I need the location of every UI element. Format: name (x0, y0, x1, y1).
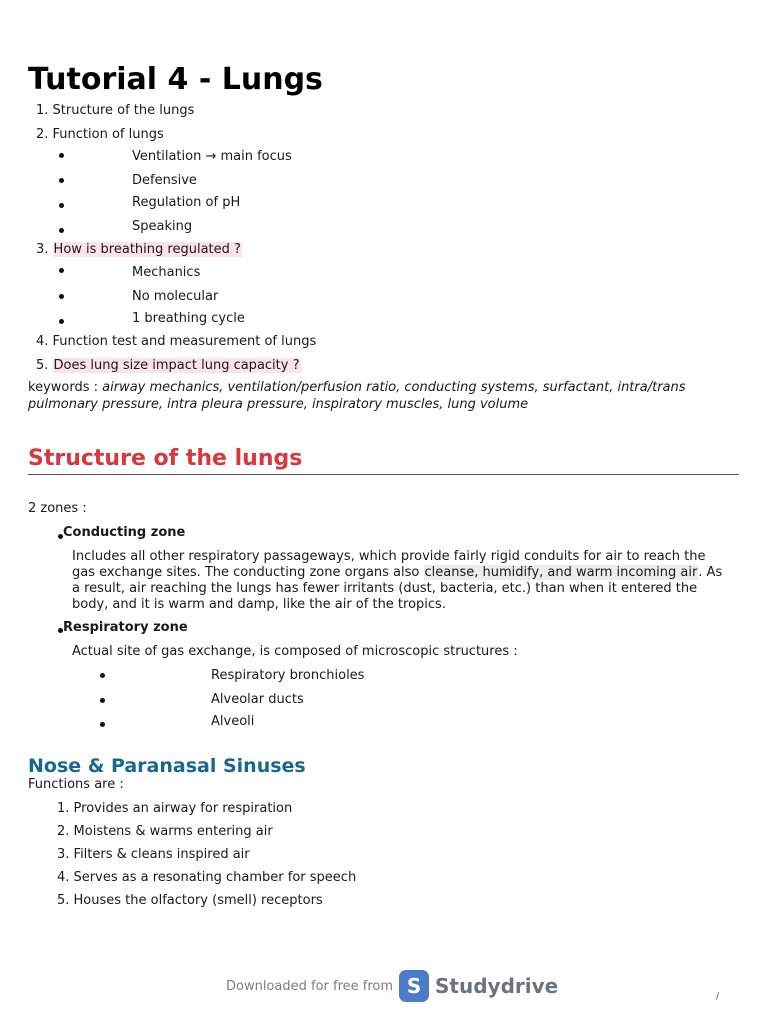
conducting-highlight: cleanse, humidify, and warm incoming air (424, 565, 698, 580)
bullet-icon (59, 203, 64, 208)
outline-item-5 (36, 357, 301, 375)
outline-subitem: Regulation of pH (132, 195, 241, 210)
outline-item-4: 4. Function test and measurement of lungs (36, 334, 317, 349)
conducting-zone-label: Conducting zone (63, 525, 186, 540)
bullet-icon (59, 319, 64, 324)
outline-subitem: Ventilation → main focus (132, 149, 292, 164)
outline-item-5-number: 5. (36, 358, 49, 373)
footer-text: Downloaded for free from (226, 978, 394, 994)
nose-function-item: 2. Moistens & warms entering air (57, 824, 273, 839)
respiratory-zone-text: Actual site of gas exchange, is composed of microscopic structures : (72, 644, 518, 659)
section-divider (28, 474, 739, 475)
bullet-icon (59, 294, 64, 299)
section-heading-structure: Structure of the lungs (28, 446, 303, 471)
outline-subitem: Speaking (132, 219, 193, 234)
conducting-zone-paragraph (72, 549, 732, 613)
page-mark: / (716, 992, 720, 1002)
bullet-icon (59, 268, 64, 273)
bullet-icon (100, 673, 105, 678)
outline-item-3-highlight: How is breathing regulated ? (53, 242, 241, 257)
outline-subitem: Mechanics (132, 265, 201, 280)
outline-subitem: Defensive (132, 173, 197, 188)
bullet-icon (59, 178, 64, 183)
outline-subitem: 1 breathing cycle (132, 311, 245, 326)
conducting-text-2: . As a result, air reaching the lungs has fewer irritants (dust, bacteria, etc.) than when it entered the body, and it is warm and damp, like the air of the tropics. (72, 565, 723, 612)
nose-function-item: 5. Houses the olfactory (smell) receptors (57, 893, 323, 908)
footer-brand: Studydrive (435, 974, 559, 998)
section-heading-nose: Nose & Paranasal Sinuses (28, 755, 306, 777)
keywords-text: airway mechanics, ventilation/perfusion ratio, conducting systems, surfactant, intra/trans pulmonary pressure, intra pleura pressure, inspiratory muscles, lung volume (28, 380, 686, 412)
nose-function-item: 4. Serves as a resonating chamber for speech (57, 870, 357, 885)
bullet-icon (100, 722, 105, 727)
nose-intro: Functions are : (28, 777, 124, 792)
nose-function-item: 3. Filters & cleans inspired air (57, 847, 250, 862)
outline-item-3 (36, 241, 242, 259)
bullet-icon (59, 153, 64, 158)
respiratory-item: Alveolar ducts (211, 692, 304, 707)
outline-item-1: 1. Structure of the lungs (36, 103, 195, 118)
nose-function-item: 1. Provides an airway for respiration (57, 801, 293, 816)
outline-subitem: No molecular (132, 289, 219, 304)
respiratory-zone-label: Respiratory zone (63, 620, 188, 635)
page-title: Tutorial 4 - Lungs (28, 62, 323, 97)
bullet-icon (59, 228, 64, 233)
respiratory-item: Alveoli (211, 714, 255, 729)
download-footer[interactable] (226, 968, 558, 1004)
bullet-icon (100, 698, 105, 703)
outline-item-5-highlight: Does lung size impact lung capacity ? (53, 358, 300, 373)
keywords-label: keywords : (28, 380, 103, 395)
respiratory-item: Respiratory bronchioles (211, 668, 365, 683)
keywords-paragraph (28, 379, 728, 413)
studydrive-logo-icon: S (399, 970, 429, 1002)
outline-item-3-number: 3. (36, 242, 49, 257)
zones-intro: 2 zones : (28, 501, 87, 516)
outline-item-2: 2. Function of lungs (36, 127, 164, 142)
conducting-text-1: Includes all other respiratory passageways, which provide fairly rigid conduits for air to reach the gas exchange sites. The conducting zone organs also (72, 549, 706, 580)
